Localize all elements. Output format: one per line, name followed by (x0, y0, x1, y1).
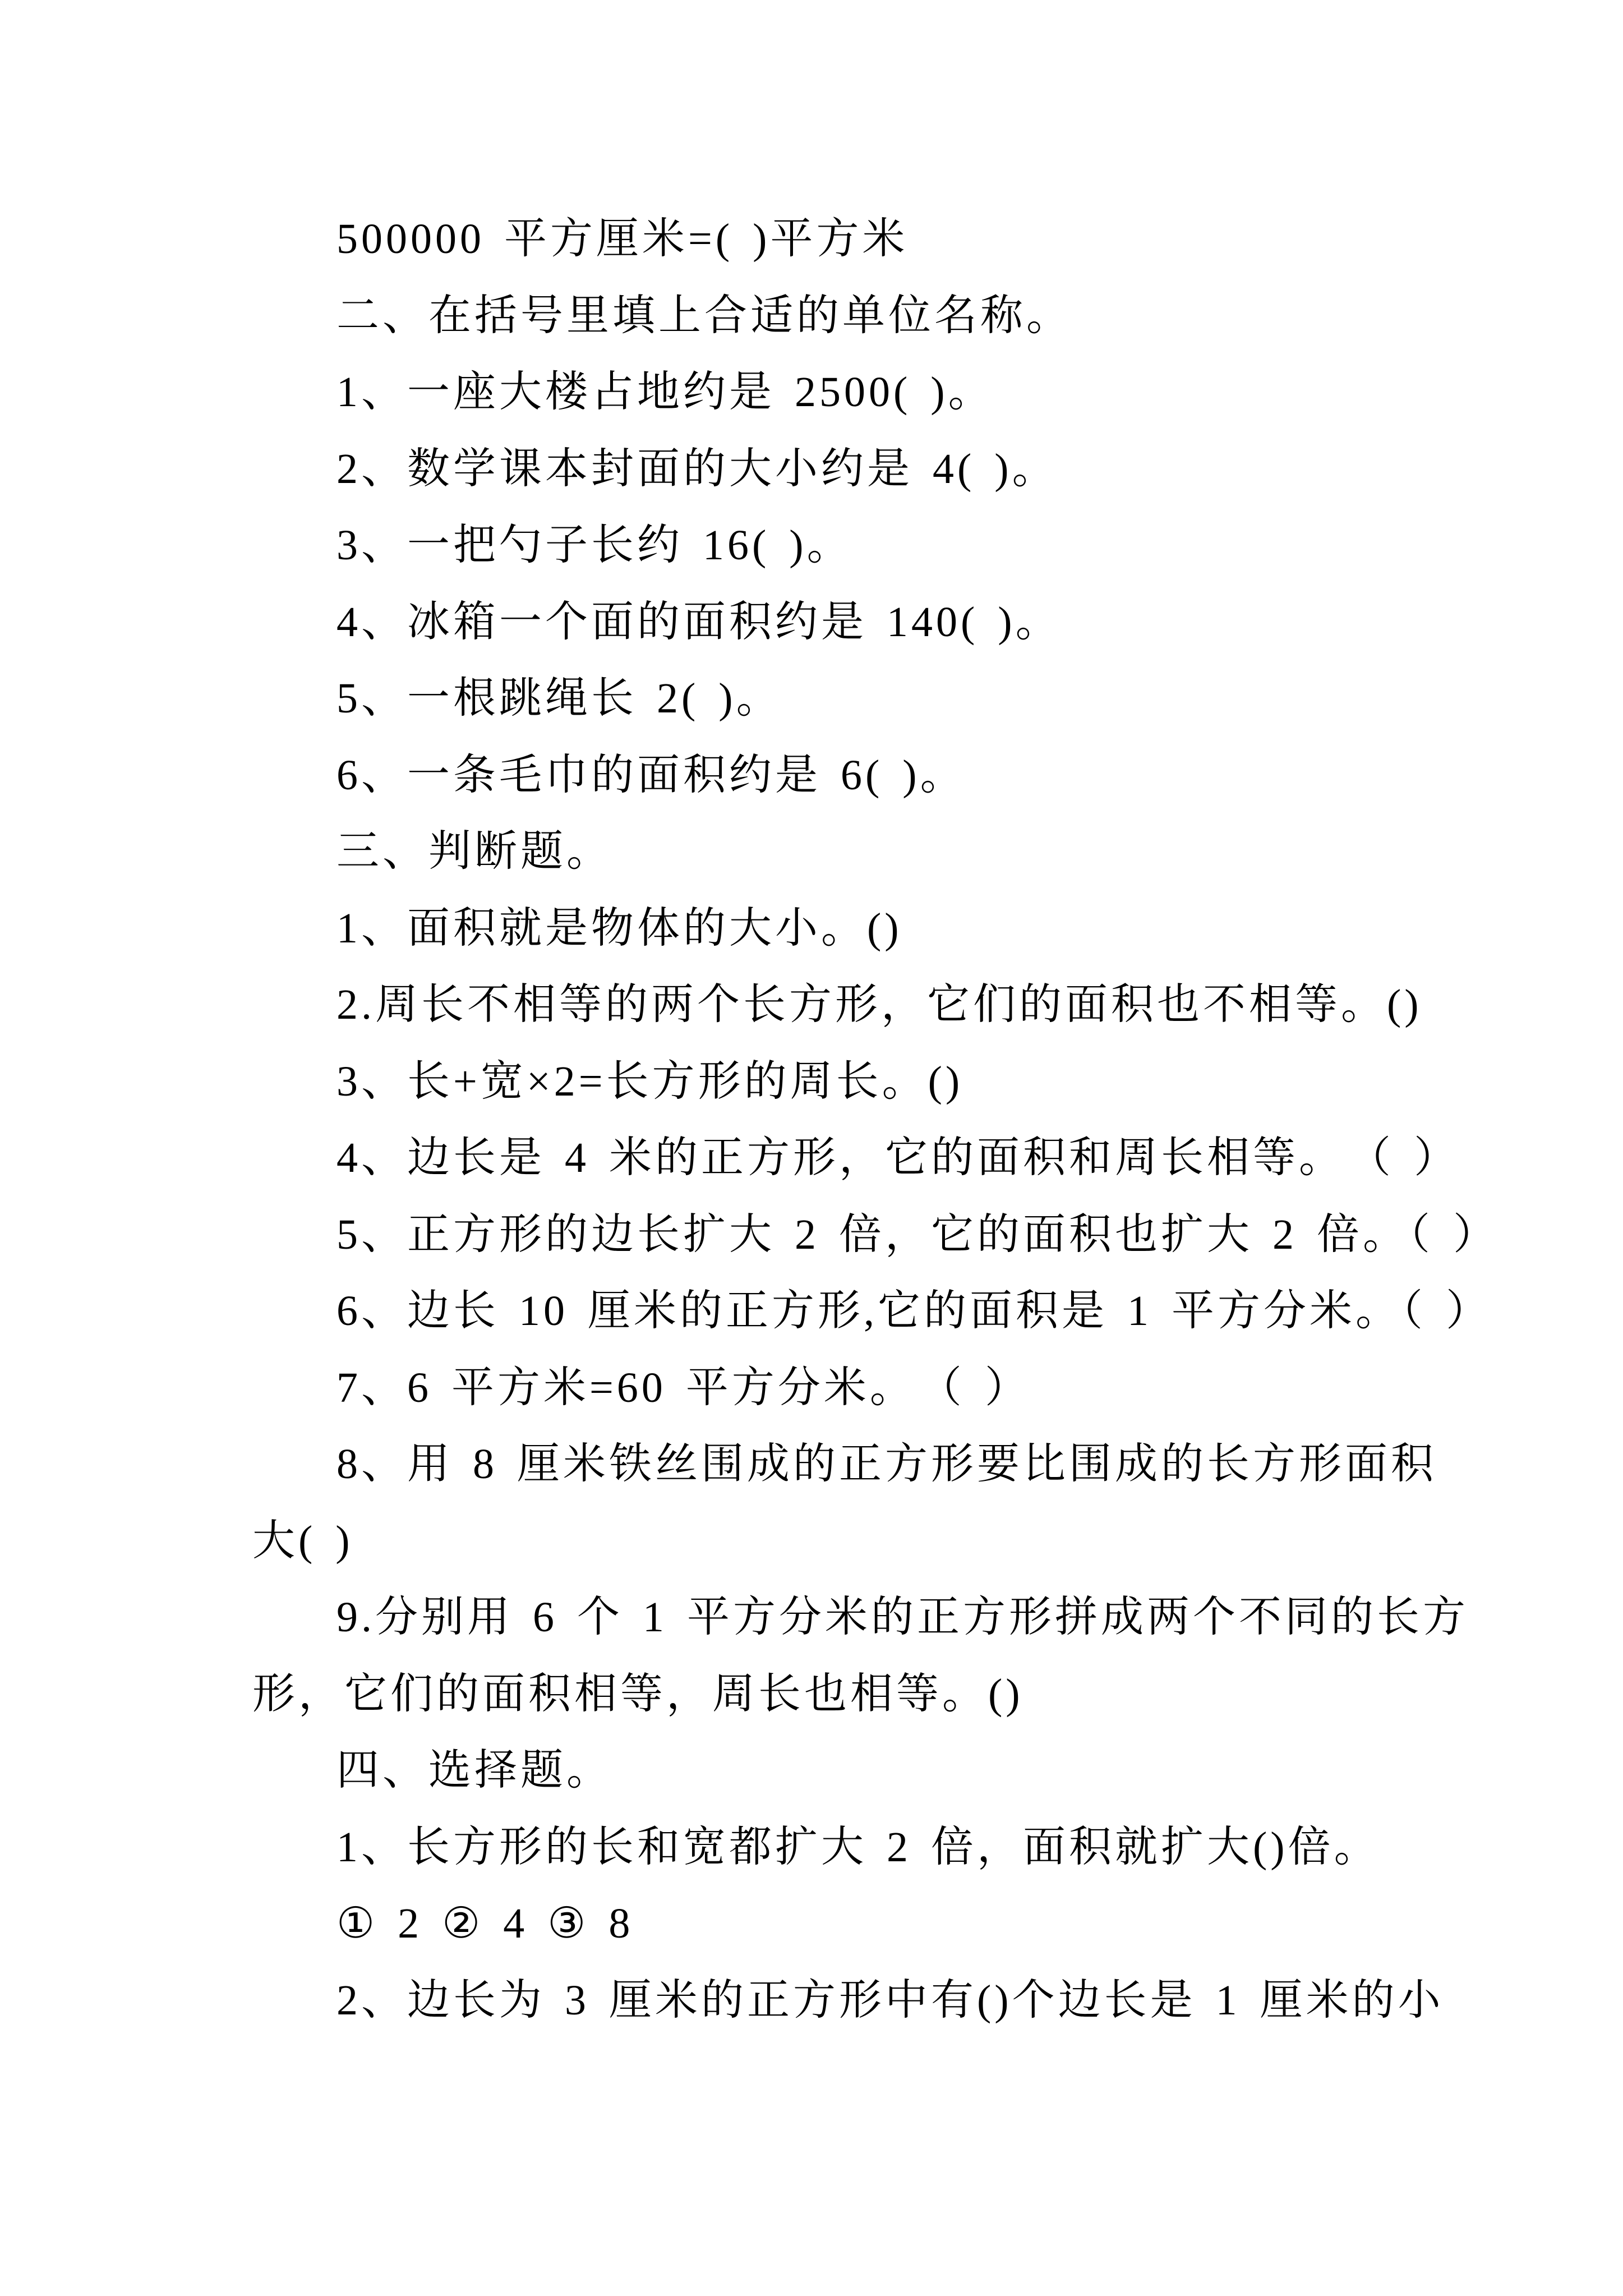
text-line-12: 3、长+宽×2=长方形的周长。() (336, 1057, 963, 1105)
text-line-1: 500000 平方厘米=( )平方米 (336, 215, 909, 263)
text-line-19: 9.分别用 6 个 1 平方分米的正方形拼成两个不同的长方 (336, 1594, 1469, 1641)
text-line-10: 1、面积就是物体的大小。() (336, 904, 902, 952)
text-line-13: 4、边长是 4 米的正方形，它的面积和周长相等。 （ ） (336, 1134, 1460, 1181)
text-line-20: 形，它们的面积相等，周长也相等。() (252, 1670, 1023, 1718)
text-line-15: 6、边长 10 厘米的正方形,它的面积是 1 平方分米。（ ） (336, 1287, 1492, 1335)
text-line-17: 8、用 8 厘米铁丝围成的正方形要比围成的长方形面积 (336, 1441, 1437, 1488)
text-line-16: 7、6 平方米=60 平方分米。 （ ） (336, 1364, 1031, 1411)
text-line-24: 2、边长为 3 厘米的正方形中有()个边长是 1 厘米的小 (336, 1976, 1444, 2024)
text-line-5: 3、一把勺子长约 16( )。 (336, 522, 853, 569)
text-line-14: 5、正方形的边长扩大 2 倍，它的面积也扩大 2 倍。（ ） (336, 1211, 1499, 1258)
text-line-9: 三、判断题。 (336, 828, 612, 875)
text-line-18: 大( ) (252, 1517, 353, 1565)
text-line-4: 2、数学课本封面的大小约是 4( )。 (336, 445, 1058, 493)
text-line-22: 1、长方形的长和宽都扩大 2 倍，面积就扩大()倍。 (336, 1823, 1380, 1871)
text-line-2: 二、在括号里填上合适的单位名称。 (336, 292, 1072, 339)
text-line-8: 6、一条毛巾的面积约是 6( )。 (336, 751, 966, 799)
text-block (252, 201, 1499, 2039)
text-line-21: 四、选择题。 (336, 1747, 612, 1794)
text-line-3: 1、一座大楼占地约是 2500( )。 (336, 369, 994, 416)
text-line-7: 5、一根跳绳长 2( )。 (336, 675, 782, 722)
text-line-23: ① 2 ② 4 ③ 8 (336, 1900, 634, 1947)
text-line-11: 2.周长不相等的两个长方形，它们的面积也不相等。() (336, 981, 1422, 1028)
text-line-6: 4、冰箱一个面的面积约是 140( )。 (336, 598, 1062, 646)
